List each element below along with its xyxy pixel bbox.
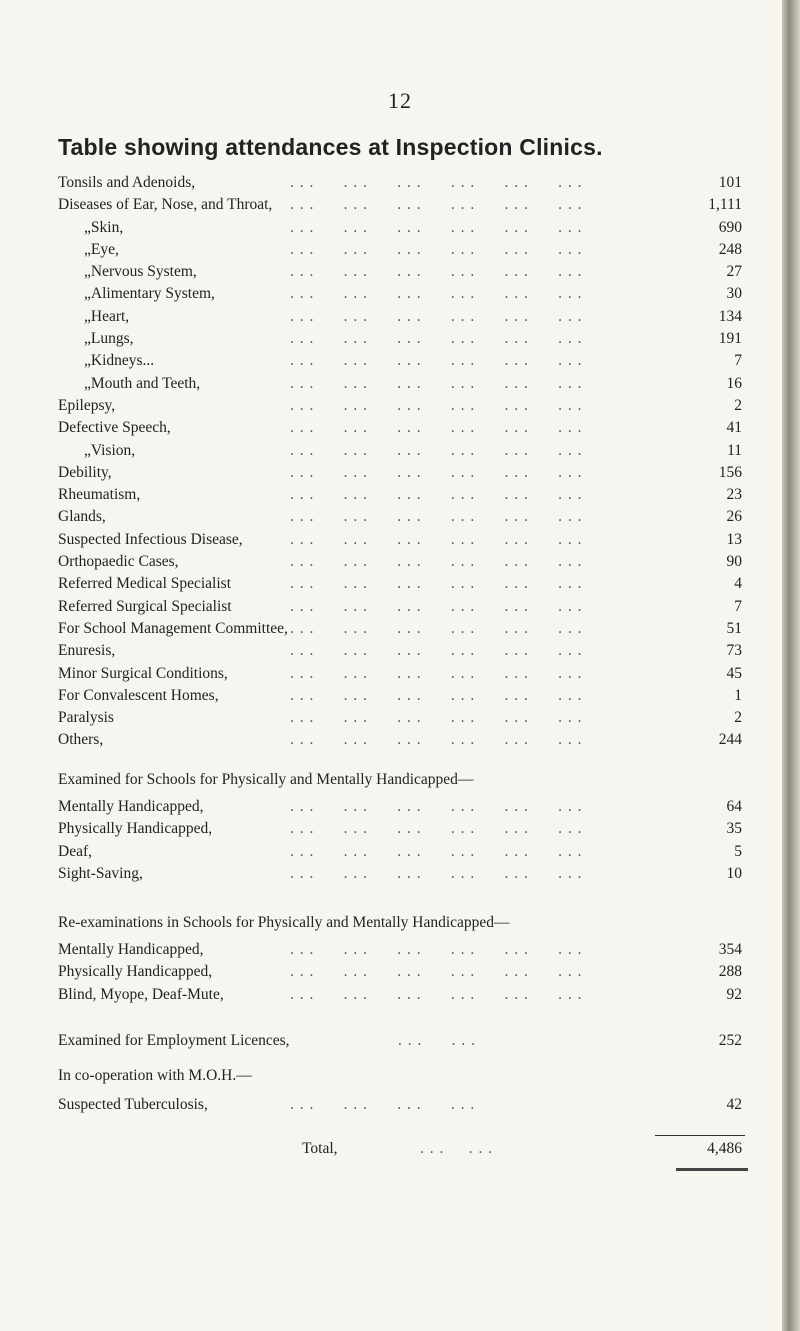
table-row bbox=[58, 984, 742, 1006]
table-row bbox=[58, 663, 742, 685]
total-rule bbox=[655, 1135, 745, 1136]
row-value: 73 bbox=[726, 642, 742, 660]
row-value: 26 bbox=[726, 508, 742, 526]
row-value: 10 bbox=[726, 864, 742, 882]
ditto-mark: „ bbox=[84, 374, 91, 392]
row-label: Others, bbox=[58, 731, 104, 749]
ditto-mark: „ bbox=[84, 285, 91, 303]
row-value: 35 bbox=[726, 820, 742, 838]
cooperation-section bbox=[58, 1066, 742, 1116]
leader-dots: . . . . . . bbox=[420, 1140, 494, 1157]
ditto-mark: „ bbox=[84, 240, 91, 258]
table-row bbox=[58, 939, 742, 961]
row-value: 16 bbox=[726, 374, 742, 392]
employment-section bbox=[58, 1030, 742, 1052]
leader-dots: . . . . . . . . . . . . . . . . . . bbox=[290, 619, 583, 637]
employment-row bbox=[58, 1030, 742, 1052]
row-label: Defective Speech, bbox=[58, 419, 171, 437]
row-value: 45 bbox=[726, 664, 742, 682]
table-row bbox=[58, 573, 742, 595]
table-row bbox=[58, 328, 742, 350]
row-value: 2 bbox=[734, 709, 742, 727]
row-label: Deaf, bbox=[58, 842, 92, 860]
table-row bbox=[58, 707, 742, 729]
ditto-mark: „ bbox=[84, 330, 91, 348]
row-label: Mentally Handicapped, bbox=[58, 941, 204, 958]
table-row bbox=[58, 863, 742, 885]
row-value: 191 bbox=[718, 330, 742, 348]
row-label: Physically Handicapped, bbox=[58, 820, 213, 838]
row-label: „Heart, bbox=[84, 307, 130, 325]
row-value: 27 bbox=[726, 263, 742, 281]
leader-dots: . . . . . . bbox=[398, 1032, 476, 1049]
row-label: Glands, bbox=[58, 508, 106, 526]
cooperation-heading: In co-operation with M.O.H.— bbox=[58, 1067, 252, 1084]
table-row bbox=[58, 440, 742, 462]
row-value: 7 bbox=[734, 352, 742, 370]
leader-dots: . . . . . . . . . . . . . . . . . . bbox=[290, 575, 583, 593]
row-label: „Mouth and Teeth, bbox=[84, 374, 201, 392]
leader-dots: . . . . . . . . . . . . . . . . . . bbox=[290, 553, 583, 571]
leader-dots: . . . . . . . . . . . . . . . . . . bbox=[290, 842, 583, 860]
leader-dots: . . . . . . . . . . . . . . . . . . bbox=[290, 352, 583, 370]
row-value: 7 bbox=[734, 597, 742, 615]
row-value: 51 bbox=[726, 619, 742, 637]
table-row bbox=[58, 506, 742, 528]
table-row bbox=[58, 484, 742, 506]
reexam-section bbox=[58, 913, 742, 1006]
row-value: 248 bbox=[718, 240, 742, 258]
table-row bbox=[58, 685, 742, 707]
row-label: Referred Surgical Specialist bbox=[58, 597, 232, 615]
leader-dots: . . . . . . . . . . . . bbox=[290, 1096, 476, 1113]
leader-dots: . . . . . . . . . . . . . . . . . . bbox=[290, 419, 583, 437]
row-label: Suspected Tuberculosis, bbox=[58, 1096, 208, 1113]
leader-dots: . . . . . . . . . . . . . . . . . . bbox=[290, 174, 583, 191]
leader-dots: . . . . . . . . . . . . . . . . . . bbox=[290, 240, 583, 258]
row-value: 5 bbox=[734, 842, 742, 860]
leader-dots: . . . . . . . . . . . . . . . . . . bbox=[290, 396, 583, 414]
table-row bbox=[58, 462, 742, 484]
row-label: „Nervous System, bbox=[84, 263, 197, 281]
examined-heading: Examined for Schools for Physically and Mentally Handicapped— bbox=[58, 771, 474, 788]
row-label: Suspected Infectious Disease, bbox=[58, 530, 243, 548]
row-label: Examined for Employment Licences, bbox=[58, 1032, 290, 1049]
leader-dots: . . . . . . . . . . . . . . . . . . bbox=[290, 709, 583, 727]
leader-dots: . . . . . . . . . . . . . . . . . . bbox=[290, 307, 583, 325]
table-row bbox=[58, 373, 742, 395]
table-row bbox=[58, 729, 742, 751]
total-section bbox=[58, 1138, 742, 1160]
row-label: „Skin, bbox=[84, 218, 124, 236]
row-label: „Lungs, bbox=[84, 330, 134, 348]
leader-dots: . . . . . . . . . . . . . . . . . . bbox=[290, 864, 583, 882]
row-value: 30 bbox=[726, 285, 742, 303]
row-value: 1 bbox=[734, 686, 742, 704]
tuberculosis-row bbox=[58, 1094, 742, 1116]
row-label: Mentally Handicapped, bbox=[58, 798, 204, 815]
total-row bbox=[58, 1138, 742, 1160]
table-row bbox=[58, 217, 742, 239]
table-row bbox=[58, 640, 742, 662]
leader-dots: . . . . . . . . . . . . . . . . . . bbox=[290, 196, 583, 214]
row-value: 92 bbox=[726, 985, 742, 1003]
table-row bbox=[58, 306, 742, 328]
row-value: 13 bbox=[726, 530, 742, 548]
row-value: 288 bbox=[718, 963, 742, 981]
row-value: 1,111 bbox=[708, 196, 742, 214]
row-label: For School Management Committee, bbox=[58, 619, 288, 637]
reexam-heading: Re-examinations in Schools for Physically and Mentally Handicapped— bbox=[58, 914, 510, 931]
row-value: 354 bbox=[718, 941, 742, 958]
leader-dots: . . . . . . . . . . . . . . . . . . bbox=[290, 463, 583, 481]
row-label: For Convalescent Homes, bbox=[58, 686, 219, 704]
ditto-mark: „ bbox=[84, 263, 91, 281]
leader-dots: . . . . . . . . . . . . . . . . . . bbox=[290, 731, 583, 749]
row-label: Rheumatism, bbox=[58, 486, 141, 504]
row-label: „Alimentary System, bbox=[84, 285, 215, 303]
total-label: Total, bbox=[302, 1140, 338, 1157]
table-row bbox=[58, 239, 742, 261]
row-value: 23 bbox=[726, 486, 742, 504]
ditto-mark: „ bbox=[84, 307, 91, 325]
row-value: 42 bbox=[726, 1096, 742, 1113]
page-title: Table showing attendances at Inspection Clinics. bbox=[58, 134, 603, 160]
row-value: 252 bbox=[718, 1032, 742, 1049]
table-row bbox=[58, 172, 742, 194]
examined-section bbox=[58, 770, 742, 885]
ditto-mark: „ bbox=[84, 218, 91, 236]
page-number: 12 bbox=[388, 88, 412, 113]
row-label: Physically Handicapped, bbox=[58, 963, 213, 981]
row-label: „Vision, bbox=[84, 441, 136, 459]
leader-dots: . . . . . . . . . . . . . . . . . . bbox=[290, 664, 583, 682]
row-label: Debility, bbox=[58, 463, 112, 481]
table-row bbox=[58, 529, 742, 551]
page-edge bbox=[782, 0, 800, 1331]
row-value: 11 bbox=[727, 441, 742, 459]
row-label: Orthopaedic Cases, bbox=[58, 553, 179, 571]
leader-dots: . . . . . . . . . . . . . . . . . . bbox=[290, 963, 583, 981]
row-value: 41 bbox=[726, 419, 742, 437]
leader-dots: . . . . . . . . . . . . . . . . . . bbox=[290, 486, 583, 504]
row-label: Enuresis, bbox=[58, 642, 116, 660]
row-label: Referred Medical Specialist bbox=[58, 575, 232, 593]
row-label: Blind, Myope, Deaf-Mute, bbox=[58, 985, 224, 1003]
table-row bbox=[58, 417, 742, 439]
table-row bbox=[58, 841, 742, 863]
ditto-mark: „ bbox=[84, 441, 91, 459]
row-label: Tonsils and Adenoids, bbox=[58, 174, 196, 191]
table-row bbox=[58, 261, 742, 283]
leader-dots: . . . . . . . . . . . . . . . . . . bbox=[290, 530, 583, 548]
row-value: 4 bbox=[734, 575, 742, 593]
row-value: 134 bbox=[718, 307, 742, 325]
table-row bbox=[58, 350, 742, 372]
leader-dots: . . . . . . . . . . . . . . . . . . bbox=[290, 508, 583, 526]
row-value: 64 bbox=[726, 798, 742, 815]
ditto-mark: „ bbox=[84, 352, 91, 370]
row-label: Epilepsy, bbox=[58, 396, 116, 414]
leader-dots: . . . . . . . . . . . . . . . . . . bbox=[290, 985, 583, 1003]
leader-dots: . . . . . . . . . . . . . . . . . . bbox=[290, 330, 583, 348]
leader-dots: . . . . . . . . . . . . . . . . . . bbox=[290, 941, 583, 958]
row-value: 156 bbox=[718, 463, 742, 481]
leader-dots: . . . . . . . . . . . . . . . . . . bbox=[290, 441, 583, 459]
leader-dots: . . . . . . . . . . . . . . . . . . bbox=[290, 218, 583, 236]
row-value: 90 bbox=[726, 553, 742, 571]
table-row bbox=[58, 283, 742, 305]
attendance-table bbox=[58, 172, 742, 752]
table-row bbox=[58, 618, 742, 640]
leader-dots: . . . . . . . . . . . . . . . . . . bbox=[290, 686, 583, 704]
row-value: 244 bbox=[718, 731, 742, 749]
row-label: Paralysis bbox=[58, 709, 114, 727]
leader-dots: . . . . . . . . . . . . . . . . . . bbox=[290, 798, 583, 815]
row-label: „Kidneys... bbox=[84, 352, 155, 370]
table-row bbox=[58, 194, 742, 216]
leader-dots: . . . . . . . . . . . . . . . . . . bbox=[290, 374, 583, 392]
row-value: 101 bbox=[718, 174, 742, 191]
table-row bbox=[58, 818, 742, 840]
table-row bbox=[58, 796, 742, 818]
row-label: Minor Surgical Conditions, bbox=[58, 664, 228, 682]
row-label: „Eye, bbox=[84, 240, 119, 258]
row-value: 690 bbox=[718, 218, 742, 236]
total-value: 4,486 bbox=[707, 1140, 742, 1157]
leader-dots: . . . . . . . . . . . . . . . . . . bbox=[290, 642, 583, 660]
closing-rule bbox=[676, 1168, 748, 1171]
leader-dots: . . . . . . . . . . . . . . . . . . bbox=[290, 263, 583, 281]
leader-dots: . . . . . . . . . . . . . . . . . . bbox=[290, 597, 583, 615]
row-label: Sight-Saving, bbox=[58, 864, 143, 882]
table-row bbox=[58, 961, 742, 983]
leader-dots: . . . . . . . . . . . . . . . . . . bbox=[290, 820, 583, 838]
row-value: 2 bbox=[734, 396, 742, 414]
leader-dots: . . . . . . . . . . . . . . . . . . bbox=[290, 285, 583, 303]
table-row bbox=[58, 551, 742, 573]
table-row bbox=[58, 596, 742, 618]
table-row bbox=[58, 395, 742, 417]
row-label: Diseases of Ear, Nose, and Throat, bbox=[58, 196, 273, 214]
